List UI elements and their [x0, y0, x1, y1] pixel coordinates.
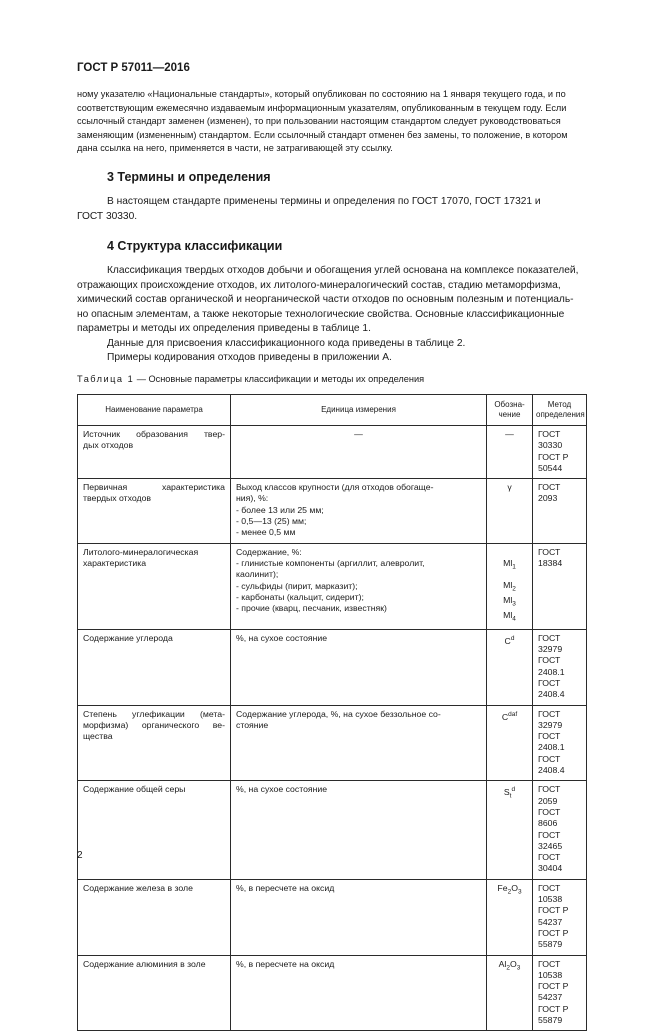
- table-1-caption: [77, 374, 424, 384]
- parameter-line: Содержание алюминия в золе: [83, 958, 206, 969]
- method-line: ГОСТ 2408.1: [538, 731, 565, 753]
- cell-unit: [231, 479, 487, 543]
- unit-line: - сульфиды (пирит, марказит);: [236, 580, 358, 591]
- unit-line: - более 13 или 25 мм;: [236, 504, 324, 515]
- parameter-line: Литолого-минералогическая: [83, 546, 199, 557]
- cell-unit: [231, 781, 487, 879]
- method-line: ГОСТ 2408.4: [538, 753, 565, 776]
- symbol: $C^{daf}$: [501, 710, 518, 722]
- cell-unit: [231, 955, 487, 1031]
- parameter-line: щества: [83, 731, 113, 742]
- method-line: ГОСТ 2408.4: [538, 677, 565, 700]
- section-4-line: параметры и методы их определения приведены в таблице 1.: [77, 323, 371, 334]
- col-header-symbol: Обозна- чение: [487, 395, 533, 426]
- cell-unit: [231, 426, 487, 479]
- cell-symbol: [487, 479, 533, 543]
- section-4-paragraph: [77, 264, 586, 366]
- unit-line: Выход классов крупности (для отходов обогаще-: [236, 482, 434, 493]
- cell-parameter: [78, 479, 231, 543]
- cell-unit: [231, 629, 487, 705]
- table-1-header-row: [78, 395, 587, 426]
- section-3-line: В настоящем стандарте применены термины и определения по ГОСТ 17070, ГОСТ 17321 и: [107, 196, 541, 207]
- unit-line: %, в пересчете на оксид: [236, 958, 335, 969]
- method-line: ГОСТ 2408.1: [538, 655, 565, 677]
- section-3-line: ГОСТ 30330.: [77, 210, 138, 222]
- cell-method: [533, 879, 587, 955]
- method-line: ГОСТ Р 50544: [538, 451, 569, 473]
- table-row: [78, 879, 587, 955]
- cell-method: [533, 629, 587, 705]
- intro-line: ному указателю «Национальные стандарты», который опубликован по состоянию на 1 января текущего года, и по: [77, 89, 566, 99]
- parameter-line: твердых отходов: [83, 493, 152, 504]
- unit-line: Содержание углерода, %, на сухое беззольное со-: [236, 708, 441, 719]
- table-1-caption-text: — Основные параметры классификации и методы их определения: [134, 374, 425, 384]
- cell-symbol: [487, 879, 533, 955]
- unit-line: ния), %:: [236, 493, 269, 504]
- cell-parameter: [78, 543, 231, 629]
- table-1: [77, 394, 587, 1031]
- section-4-line: химический состав органической и неорганической части отходов по основным полезным и потенциаль-: [77, 294, 574, 305]
- page-number: 2: [77, 850, 83, 861]
- method-line: ГОСТ 30404: [538, 852, 563, 874]
- cell-parameter: [78, 781, 231, 879]
- table-row: [78, 705, 587, 781]
- col-header-method: Метод определения: [533, 395, 587, 426]
- section-4-line: Данные для присвоения классификационного кода приведены в таблице 2.: [107, 337, 466, 349]
- parameter-line: характеристика: [83, 557, 147, 568]
- unit-line: - карбонаты (кальцит, сидерит);: [236, 591, 364, 602]
- table-row: [78, 426, 587, 479]
- intro-line: соответствующим ежемесячно издаваемым информационным указателям, опубликованным в текущем году. Если: [77, 102, 567, 113]
- cell-symbol: [487, 955, 533, 1031]
- section-4-heading: 4 Структура классификации: [107, 239, 283, 253]
- parameter-line: Источник образования твер-: [83, 429, 225, 439]
- method-line: ГОСТ 2059: [538, 784, 561, 806]
- parameter-line: Первичная характеристика: [83, 482, 225, 493]
- cell-unit: [231, 543, 487, 629]
- table-1-caption-label: Таблица 1: [77, 374, 135, 384]
- cell-symbol: [487, 543, 533, 629]
- method-line: ГОСТ 10538: [538, 882, 563, 905]
- cell-parameter: [78, 955, 231, 1031]
- intro-paragraph: [77, 88, 586, 156]
- section-4-line: но опасным элементам, а также некоторые технологические свойства. Основные классификационные: [77, 308, 565, 320]
- unit-line: Содержание, %:: [236, 546, 302, 557]
- symbol: γ: [507, 482, 512, 493]
- cell-symbol: [487, 629, 533, 705]
- cell-unit: [231, 879, 487, 955]
- unit-line: стояние: [236, 719, 269, 730]
- parameter-line: Содержание углерода: [83, 632, 173, 643]
- table-row: [78, 543, 587, 629]
- cell-symbol: [487, 781, 533, 879]
- cell-symbol: [487, 426, 533, 479]
- section-3-paragraph: [77, 195, 586, 224]
- table-row: [78, 955, 587, 1031]
- parameter-line: Содержание общей серы: [83, 784, 186, 795]
- section-4-line: Примеры кодирования отходов приведены в приложении А.: [107, 352, 392, 363]
- symbol: $S_t^d$: [503, 786, 516, 800]
- table-row: [78, 479, 587, 543]
- col-header-unit: Единица измерения: [231, 395, 487, 426]
- symbol: $C^d$: [504, 634, 515, 646]
- table-row: [78, 629, 587, 705]
- method-line: ГОСТ Р 55879: [538, 1003, 569, 1025]
- cell-method: [533, 543, 587, 629]
- symbol: $Ml_3$: [503, 594, 516, 608]
- intro-line: дана ссылка на него, применяется в части, не затрагивающей эту ссылку.: [77, 143, 393, 153]
- unit-line: - менее 0,5 мм: [236, 527, 296, 538]
- section-4-line: Классификация твердых отходов добычи и обогащения углей основана на комплексе показателей,: [107, 265, 579, 276]
- symbol: $Ml_4$: [503, 609, 516, 623]
- symbol: $Ml_1$: [503, 557, 516, 571]
- unit-line: - 0,5—13 (25) мм;: [236, 516, 307, 527]
- method-line: ГОСТ 18384: [538, 546, 563, 568]
- method-line: ГОСТ 30330: [538, 429, 563, 451]
- unit-line: %, на сухое состояние: [236, 784, 328, 795]
- unit-line: - глинистые компоненты (аргиллит, алевролит,: [236, 557, 425, 568]
- parameter-line: морфизма) органического ве-: [83, 719, 225, 730]
- method-line: ГОСТ 10538: [538, 958, 563, 980]
- method-line: ГОСТ 32465: [538, 829, 563, 851]
- unit-line: —: [354, 429, 363, 439]
- method-line: ГОСТ 2093: [538, 482, 561, 504]
- intro-line: заменяющим (измененным) стандартом. Если ссылочный стандарт отменен без замены, то положение, в котором: [77, 129, 568, 140]
- cell-unit: [231, 705, 487, 781]
- cell-method: [533, 479, 587, 543]
- symbol: $Ml_2$: [503, 579, 516, 593]
- parameter-line: дых отходов: [83, 440, 134, 451]
- cell-parameter: [78, 629, 231, 705]
- method-line: ГОСТ 32979: [538, 708, 563, 730]
- cell-symbol: [487, 705, 533, 781]
- table-row: [78, 781, 587, 879]
- intro-line: ссылочный стандарт заменен (изменен), то при пользовании настоящим стандартом следует руководствоваться: [77, 116, 561, 126]
- method-line: ГОСТ Р 54237: [538, 981, 569, 1003]
- cell-method: [533, 705, 587, 781]
- cell-parameter: [78, 426, 231, 479]
- method-line: ГОСТ Р 54237: [538, 905, 569, 927]
- col-header-parameter: Наименование параметра: [78, 395, 231, 426]
- unit-line: %, на сухое состояние: [236, 632, 328, 643]
- symbol: $Fe_2O_3$: [497, 882, 522, 896]
- cell-parameter: [78, 879, 231, 955]
- cell-method: [533, 781, 587, 879]
- symbol: —: [505, 429, 514, 439]
- parameter-line: Степень углефикации (мета-: [83, 708, 225, 719]
- method-line: ГОСТ Р 55879: [538, 927, 569, 950]
- unit-line: - прочие (кварц, песчаник, известняк): [236, 603, 387, 614]
- cell-parameter: [78, 705, 231, 781]
- document-header: ГОСТ Р 57011—2016: [77, 62, 190, 74]
- section-3-heading: 3 Термины и определения: [107, 170, 271, 184]
- symbol: $Al_2O_3$: [498, 958, 521, 972]
- unit-line: %, в пересчете на оксид: [236, 882, 335, 893]
- cell-method: [533, 426, 587, 479]
- method-line: ГОСТ 8606: [538, 806, 561, 829]
- section-4-line: отражающих происхождение отходов, их литолого-минералогический состав, стадию метаморфизма,: [77, 279, 561, 291]
- parameter-line: Содержание железа в золе: [83, 882, 193, 893]
- method-line: ГОСТ 32979: [538, 632, 563, 655]
- unit-line: каолинит);: [236, 569, 279, 580]
- cell-method: [533, 955, 587, 1031]
